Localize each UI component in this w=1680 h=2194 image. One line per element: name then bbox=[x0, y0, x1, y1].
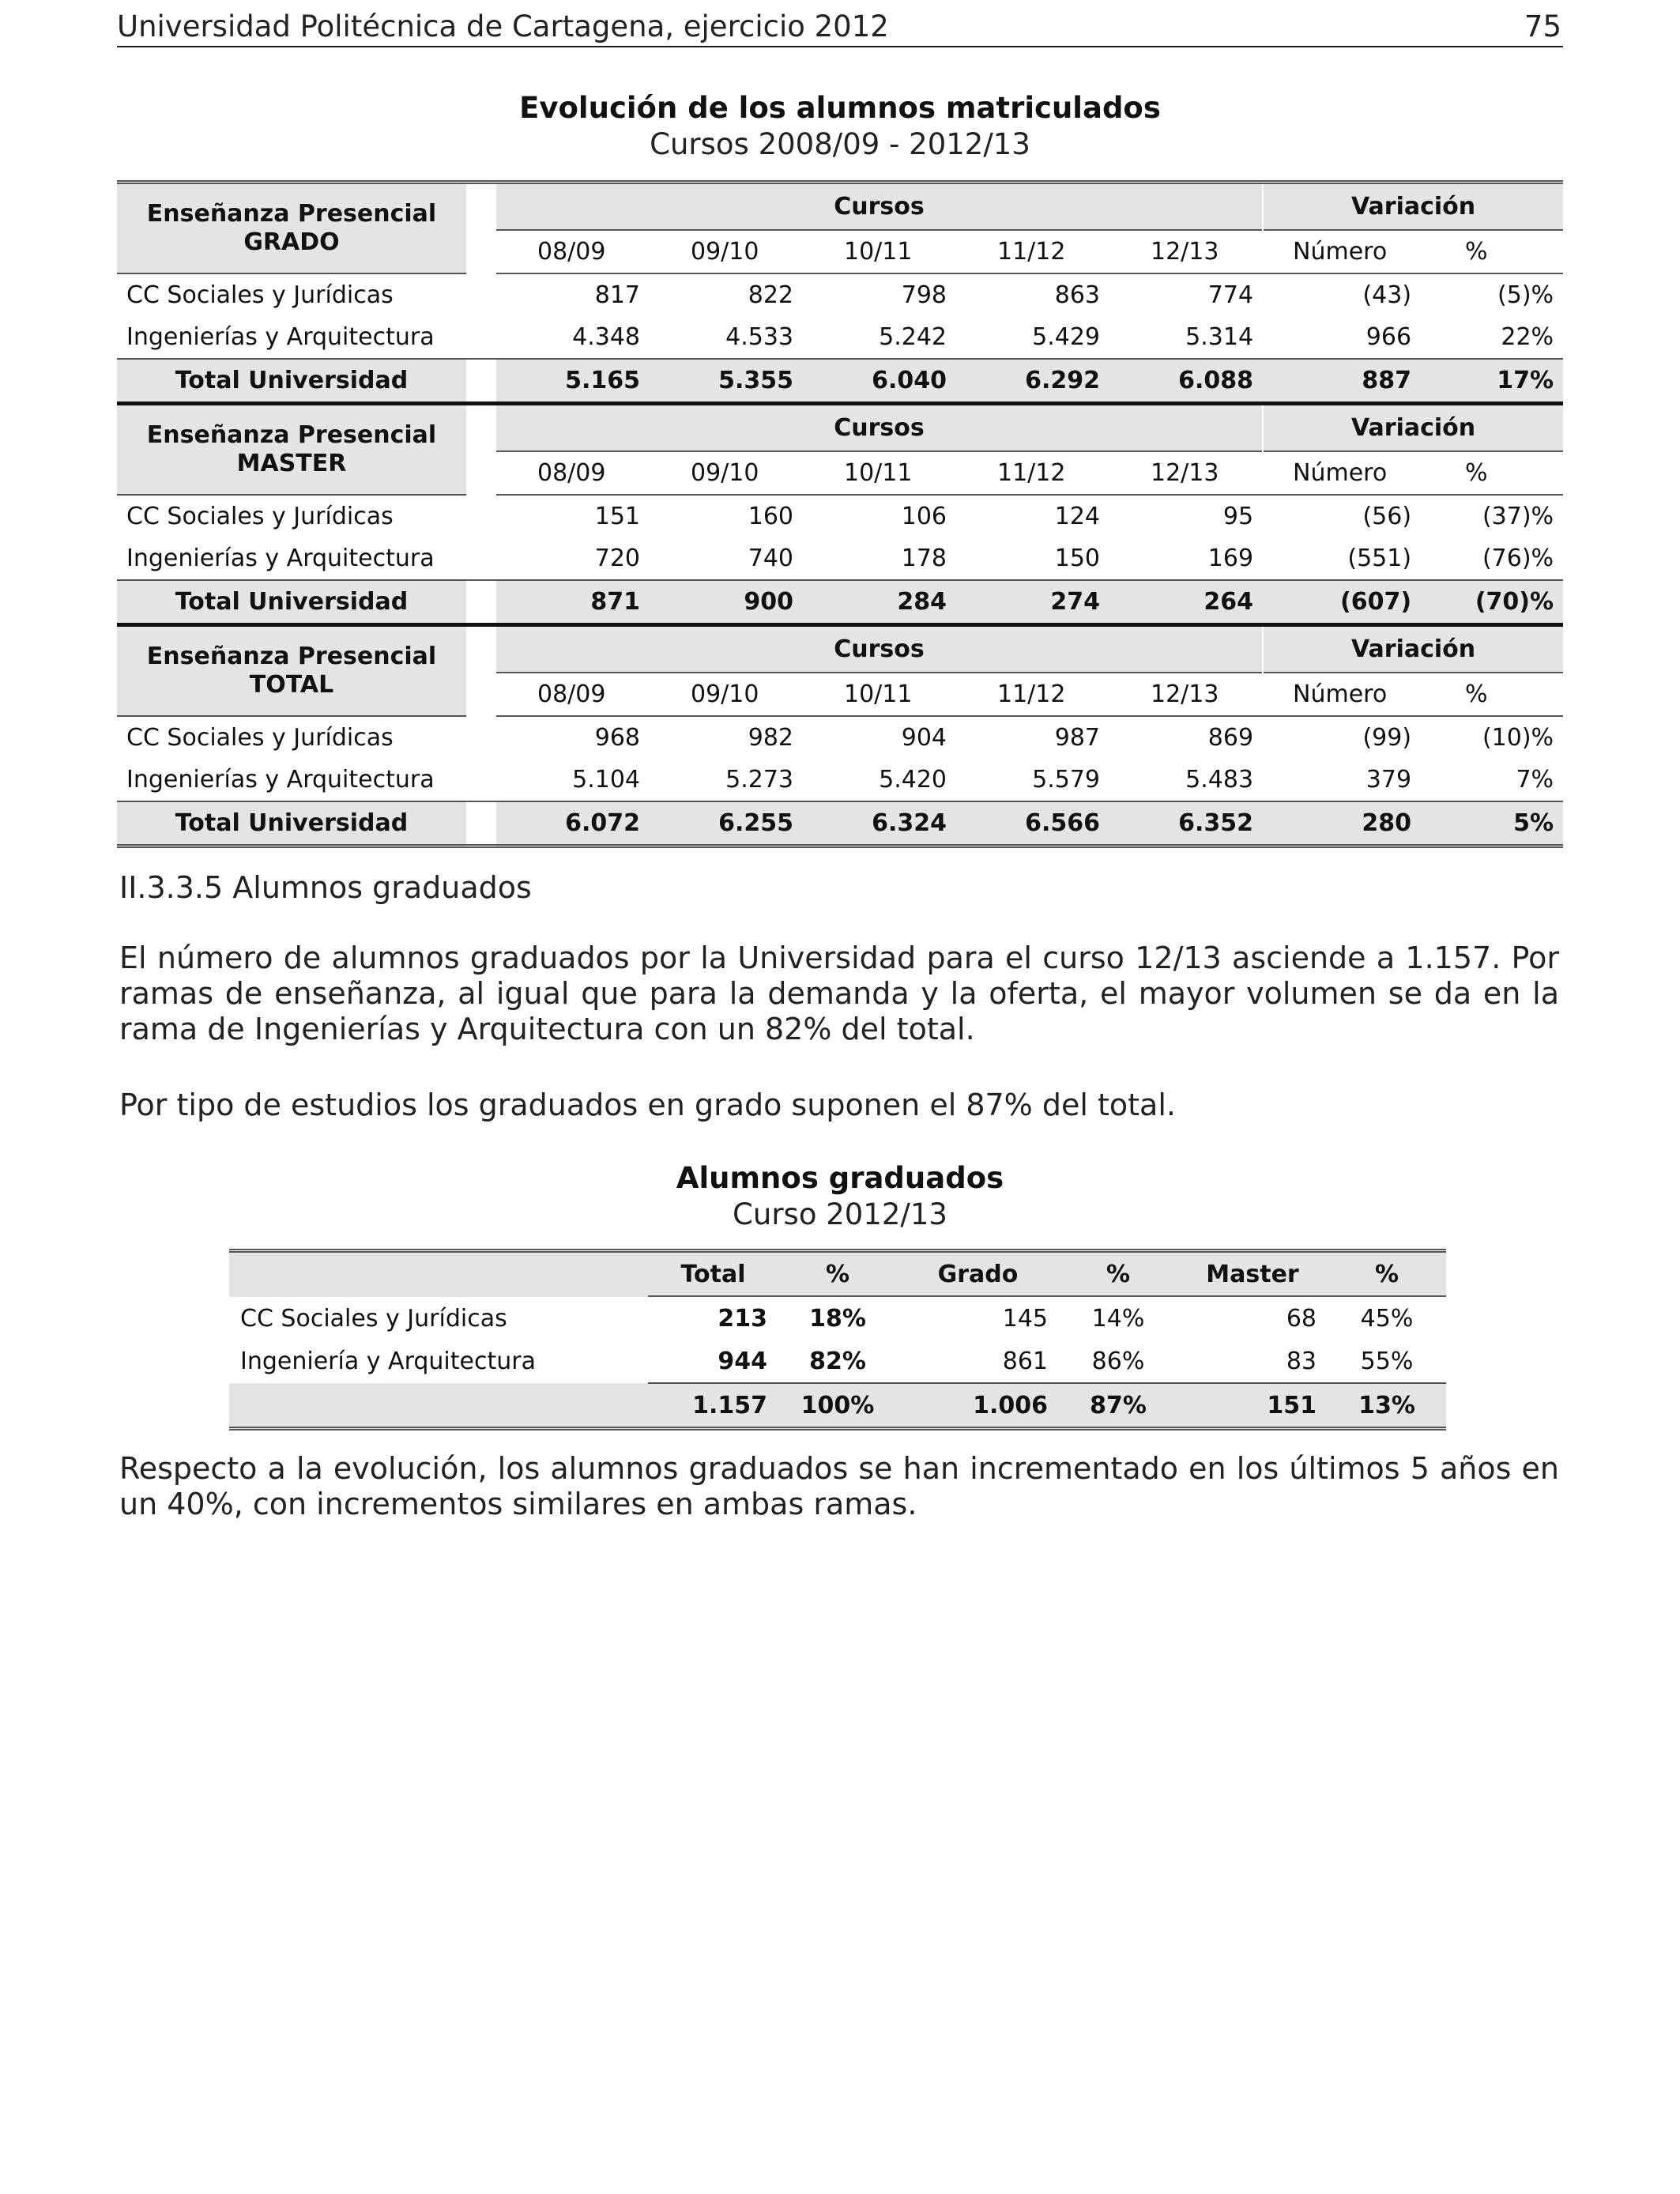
grado-pct-cell: 14% bbox=[1091, 1304, 1145, 1333]
page-number: 75 bbox=[1524, 9, 1561, 43]
numero-cell: (551) bbox=[1347, 545, 1412, 572]
value-cell: 5.429 bbox=[1032, 323, 1100, 351]
total-pct-cell: 82% bbox=[809, 1347, 866, 1375]
grado-cell: 1.006 bbox=[897, 1383, 1059, 1429]
year-header: 11/12 bbox=[956, 451, 1109, 495]
section-label-line2: GRADO bbox=[243, 228, 340, 256]
gap-cell bbox=[466, 716, 496, 759]
total-cell: 1.157 bbox=[648, 1383, 778, 1429]
header-blank-cell bbox=[229, 1251, 648, 1297]
value-cell: 968 bbox=[594, 724, 640, 752]
table-row bbox=[117, 273, 1563, 316]
master-cell: 68 bbox=[1286, 1304, 1317, 1333]
row-label: Ingenierías y Arquitectura bbox=[126, 323, 435, 351]
year-header: 08/09 bbox=[496, 451, 650, 495]
value-cell: 5.104 bbox=[572, 766, 640, 794]
value-cell: 5.273 bbox=[725, 766, 793, 794]
table-row bbox=[229, 1340, 1446, 1383]
section-label bbox=[117, 404, 466, 496]
table-row bbox=[229, 1296, 1446, 1340]
total-row-blank bbox=[229, 1383, 648, 1429]
value-cell: 151 bbox=[594, 503, 640, 530]
numero-cell: 966 bbox=[1365, 323, 1412, 351]
value-cell: 774 bbox=[1207, 281, 1254, 309]
graduates-total-row bbox=[229, 1383, 1446, 1429]
numero-cell: (56) bbox=[1362, 503, 1412, 530]
total-row bbox=[117, 801, 1563, 846]
gap-cell bbox=[466, 316, 496, 359]
section-label bbox=[117, 183, 466, 274]
total-value-cell: 900 bbox=[650, 580, 803, 625]
row-label: CC Sociales y Jurídicas bbox=[126, 503, 394, 530]
value-cell: 5.579 bbox=[1032, 766, 1100, 794]
value-cell: 4.348 bbox=[572, 323, 640, 351]
total-value-cell: 6.040 bbox=[803, 359, 956, 404]
value-cell: 869 bbox=[1207, 724, 1254, 752]
grado-cell: 145 bbox=[1002, 1304, 1048, 1333]
year-header: 08/09 bbox=[496, 673, 650, 716]
section-label-line2: MASTER bbox=[236, 450, 347, 477]
grado-cell: 861 bbox=[1002, 1347, 1048, 1375]
row-label: CC Sociales y Jurídicas bbox=[126, 281, 394, 309]
total-value-cell: 6.566 bbox=[956, 801, 1109, 846]
group-variacion: Variación bbox=[1263, 625, 1563, 673]
total-value-cell: 284 bbox=[803, 580, 956, 625]
paragraph-2: Por tipo de estudios los graduados en grado suponen el 87% del total. bbox=[119, 1088, 1176, 1122]
group-variacion: Variación bbox=[1263, 404, 1563, 452]
total-row bbox=[117, 359, 1563, 404]
value-cell: 124 bbox=[1054, 503, 1100, 530]
table2-subtitle: Curso 2012/13 bbox=[733, 1197, 947, 1231]
total-value-cell: 6.255 bbox=[650, 801, 803, 846]
section-title: II.3.3.5 Alumnos graduados bbox=[119, 870, 532, 905]
graduates-table bbox=[229, 1249, 1446, 1431]
year-header: 11/12 bbox=[956, 673, 1109, 716]
table2-title: Alumnos graduados bbox=[676, 1161, 1004, 1195]
row-label: Ingenierías y Arquitectura bbox=[126, 545, 435, 572]
header-total-pct: % bbox=[778, 1251, 897, 1297]
total-value-cell: 6.324 bbox=[803, 801, 956, 846]
value-cell: 5.483 bbox=[1185, 766, 1254, 794]
grado-pct-cell: 87% bbox=[1059, 1383, 1177, 1429]
pct-cell: (76)% bbox=[1482, 545, 1554, 572]
table-row bbox=[117, 495, 1563, 537]
numero-header: Número bbox=[1263, 230, 1421, 273]
value-cell: 822 bbox=[748, 281, 793, 309]
table-row bbox=[117, 759, 1563, 801]
value-cell: 150 bbox=[1054, 545, 1100, 572]
section-header-row bbox=[117, 183, 1563, 231]
value-cell: 863 bbox=[1054, 281, 1100, 309]
total-row bbox=[117, 580, 1563, 625]
master-pct-cell: 45% bbox=[1360, 1304, 1414, 1333]
value-cell: 95 bbox=[1222, 503, 1254, 530]
year-header: 09/10 bbox=[650, 451, 803, 495]
group-variacion: Variación bbox=[1263, 183, 1563, 231]
total-value-cell: 274 bbox=[956, 580, 1109, 625]
paragraph-3: Respecto a la evolución, los alumnos graduados se han incrementado en los últimos 5 años en un 40%, con incrementos similares en ambas ramas. bbox=[119, 1451, 1559, 1521]
year-header: 08/09 bbox=[496, 230, 650, 273]
value-cell: 160 bbox=[748, 503, 793, 530]
section-header-row bbox=[117, 625, 1563, 673]
group-cursos: Cursos bbox=[496, 404, 1263, 452]
gap-cell bbox=[466, 495, 496, 537]
value-cell: 798 bbox=[901, 281, 947, 309]
value-cell: 740 bbox=[748, 545, 793, 572]
total-label: Total Universidad bbox=[117, 801, 466, 846]
value-cell: 4.533 bbox=[725, 323, 793, 351]
section-label-line1: Enseñanza Presencial bbox=[146, 200, 437, 228]
running-header bbox=[117, 11, 1563, 47]
group-cursos: Cursos bbox=[496, 625, 1263, 673]
master-cell: 151 bbox=[1177, 1383, 1328, 1429]
value-cell: 5.420 bbox=[879, 766, 947, 794]
total-pct-cell: 17% bbox=[1421, 359, 1563, 404]
header-total: Total bbox=[648, 1251, 778, 1297]
section-header-row bbox=[117, 404, 1563, 452]
year-header: 09/10 bbox=[650, 230, 803, 273]
row-label: Ingeniería y Arquitectura bbox=[240, 1348, 536, 1375]
year-header: 09/10 bbox=[650, 673, 803, 716]
table1-caption bbox=[117, 90, 1563, 163]
header-title: Universidad Politécnica de Cartagena, ejercicio 2012 bbox=[117, 9, 889, 43]
section-label-line1: Enseñanza Presencial bbox=[146, 421, 437, 449]
pct-cell: (37)% bbox=[1482, 503, 1554, 530]
year-header: 11/12 bbox=[956, 230, 1109, 273]
paragraph-1: El número de alumnos graduados por la Universidad para el curso 12/13 asciende a 1.157. Por ramas de enseñanza, al igual que para la demanda y la oferta, el mayor volumen se da en la rama de Ingenierías y Arquitectura con un 82% del total. bbox=[119, 941, 1559, 1046]
total-value-cell: 264 bbox=[1109, 580, 1263, 625]
year-header: 10/11 bbox=[803, 673, 956, 716]
total-value-cell: 6.352 bbox=[1109, 801, 1263, 846]
numero-header: Número bbox=[1263, 451, 1421, 495]
gap-cell bbox=[466, 404, 496, 496]
total-numero-cell: 887 bbox=[1263, 359, 1421, 404]
row-label: CC Sociales y Jurídicas bbox=[126, 724, 394, 752]
gap-cell bbox=[466, 359, 496, 404]
table1-subtitle: Cursos 2008/09 - 2012/13 bbox=[650, 127, 1030, 161]
total-value-cell: 5.165 bbox=[496, 359, 650, 404]
total-cell: 944 bbox=[718, 1347, 767, 1375]
year-header: 10/11 bbox=[803, 230, 956, 273]
gap-cell bbox=[466, 183, 496, 274]
year-header: 10/11 bbox=[803, 451, 956, 495]
total-pct-cell: 5% bbox=[1421, 801, 1563, 846]
row-label: Ingenierías y Arquitectura bbox=[126, 766, 435, 794]
value-cell: 5.314 bbox=[1185, 323, 1254, 351]
section-label-line2: TOTAL bbox=[249, 671, 334, 699]
numero-cell: 379 bbox=[1365, 766, 1412, 794]
enrollment-table bbox=[117, 180, 1563, 848]
total-pct-cell: (70)% bbox=[1421, 580, 1563, 625]
pct-header: % bbox=[1421, 230, 1563, 273]
master-pct-cell: 13% bbox=[1328, 1383, 1446, 1429]
pct-header: % bbox=[1421, 673, 1563, 716]
total-label: Total Universidad bbox=[117, 359, 466, 404]
numero-cell: (43) bbox=[1362, 281, 1412, 309]
total-value-cell: 6.072 bbox=[496, 801, 650, 846]
graduates-header-row bbox=[229, 1251, 1446, 1297]
total-cell: 213 bbox=[718, 1304, 767, 1333]
gap-cell bbox=[466, 625, 496, 717]
value-cell: 817 bbox=[594, 281, 640, 309]
header-master-pct: % bbox=[1328, 1251, 1446, 1297]
section-label bbox=[117, 625, 466, 717]
table2-caption bbox=[117, 1160, 1563, 1233]
pct-header: % bbox=[1421, 451, 1563, 495]
year-header: 12/13 bbox=[1109, 451, 1263, 495]
year-header: 12/13 bbox=[1109, 673, 1263, 716]
gap-cell bbox=[466, 537, 496, 580]
pct-cell: 7% bbox=[1516, 766, 1554, 794]
total-value-cell: 6.088 bbox=[1109, 359, 1263, 404]
value-cell: 106 bbox=[901, 503, 947, 530]
gap-cell bbox=[466, 580, 496, 625]
table1-title: Evolución de los alumnos matriculados bbox=[519, 91, 1161, 125]
total-numero-cell: (607) bbox=[1263, 580, 1421, 625]
value-cell: 169 bbox=[1207, 545, 1254, 572]
table-row bbox=[117, 716, 1563, 759]
gap-cell bbox=[466, 759, 496, 801]
value-cell: 178 bbox=[901, 545, 947, 572]
value-cell: 720 bbox=[594, 545, 640, 572]
pct-cell: (10)% bbox=[1482, 724, 1554, 752]
master-cell: 83 bbox=[1286, 1347, 1317, 1375]
group-cursos: Cursos bbox=[496, 183, 1263, 231]
header-grado-pct: % bbox=[1059, 1251, 1177, 1297]
gap-cell bbox=[466, 801, 496, 846]
table-row bbox=[117, 316, 1563, 359]
header-grado: Grado bbox=[897, 1251, 1059, 1297]
numero-header: Número bbox=[1263, 673, 1421, 716]
total-pct-cell: 18% bbox=[809, 1304, 866, 1333]
row-label: CC Sociales y Jurídicas bbox=[240, 1304, 507, 1333]
gap-cell bbox=[466, 273, 496, 316]
grado-pct-cell: 86% bbox=[1091, 1347, 1145, 1375]
header-master: Master bbox=[1177, 1251, 1328, 1297]
value-cell: 987 bbox=[1054, 724, 1100, 752]
total-label: Total Universidad bbox=[117, 580, 466, 625]
total-value-cell: 6.292 bbox=[956, 359, 1109, 404]
numero-cell: (99) bbox=[1362, 724, 1412, 752]
value-cell: 5.242 bbox=[879, 323, 947, 351]
total-value-cell: 871 bbox=[496, 580, 650, 625]
total-value-cell: 5.355 bbox=[650, 359, 803, 404]
section-label-line1: Enseñanza Presencial bbox=[146, 643, 437, 670]
pct-cell: (5)% bbox=[1497, 281, 1554, 309]
pct-cell: 22% bbox=[1501, 323, 1554, 351]
value-cell: 982 bbox=[748, 724, 793, 752]
table-row bbox=[117, 537, 1563, 580]
total-pct-cell: 100% bbox=[778, 1383, 897, 1429]
year-header: 12/13 bbox=[1109, 230, 1263, 273]
total-numero-cell: 280 bbox=[1263, 801, 1421, 846]
value-cell: 904 bbox=[901, 724, 947, 752]
master-pct-cell: 55% bbox=[1360, 1347, 1414, 1375]
